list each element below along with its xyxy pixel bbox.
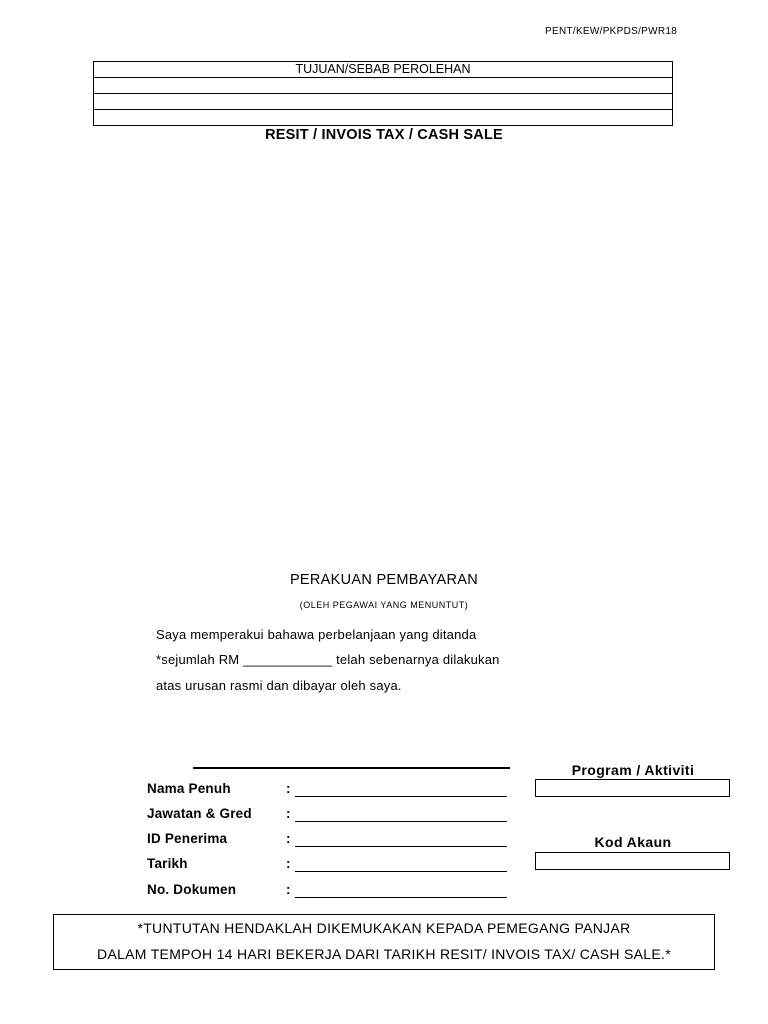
position-grade-field[interactable] xyxy=(295,821,507,822)
recipient-id-label: ID Penerima xyxy=(147,831,228,846)
full-name-field[interactable] xyxy=(295,796,507,797)
program-activity-label: Program / Aktiviti xyxy=(571,762,695,778)
program-activity-box[interactable] xyxy=(535,779,730,797)
date-label: Tarikh xyxy=(147,856,188,871)
statement-line-2: *sejumlah RM ____________ telah sebenarnya dilakukan xyxy=(156,652,500,667)
statement-line-1: Saya memperakui bahawa perbelanjaan yang ditanda xyxy=(156,627,477,642)
date-field[interactable] xyxy=(295,871,507,872)
full-name-colon: : xyxy=(286,781,291,796)
certification-subtitle: (OLEH PEGAWAI YANG MENUNTUT) xyxy=(299,600,469,610)
full-name-label: Nama Penuh xyxy=(147,781,231,796)
account-code-label: Kod Akaun xyxy=(594,834,672,850)
account-code-box[interactable] xyxy=(535,852,730,870)
document-no-field[interactable] xyxy=(295,897,507,898)
purpose-row-1[interactable] xyxy=(94,78,673,94)
receipt-title: RESIT / INVOIS TAX / CASH SALE xyxy=(265,127,503,143)
document-code: PENT/KEW/PKPDS/PWR18 xyxy=(545,26,678,37)
signature-line[interactable] xyxy=(193,767,510,769)
submission-notice xyxy=(53,914,715,970)
certification-title: PERAKUAN PEMBAYARAN xyxy=(289,572,479,588)
recipient-id-field[interactable] xyxy=(295,846,507,847)
statement-line-3: atas urusan rasmi dan dibayar oleh saya. xyxy=(156,678,402,693)
document-no-colon: : xyxy=(286,882,291,897)
position-grade-colon: : xyxy=(286,806,291,821)
notice-line-1: *TUNTUTAN HENDAKLAH DIKEMUKAKAN KEPADA PEMEGANG PANJAR xyxy=(137,920,631,936)
document-no-label: No. Dokumen xyxy=(147,882,237,897)
purpose-table-header: TUJUAN/SEBAB PEROLEHAN xyxy=(94,62,673,78)
purpose-row-2[interactable] xyxy=(94,94,673,110)
notice-line-2: DALAM TEMPOH 14 HARI BEKERJA DARI TARIKH RESIT/ INVOIS TAX/ CASH SALE.* xyxy=(97,946,671,962)
purpose-table xyxy=(93,61,673,126)
recipient-id-colon: : xyxy=(286,831,291,846)
purpose-row-3[interactable] xyxy=(94,110,673,126)
date-colon: : xyxy=(286,856,291,871)
position-grade-label: Jawatan & Gred xyxy=(147,806,252,821)
